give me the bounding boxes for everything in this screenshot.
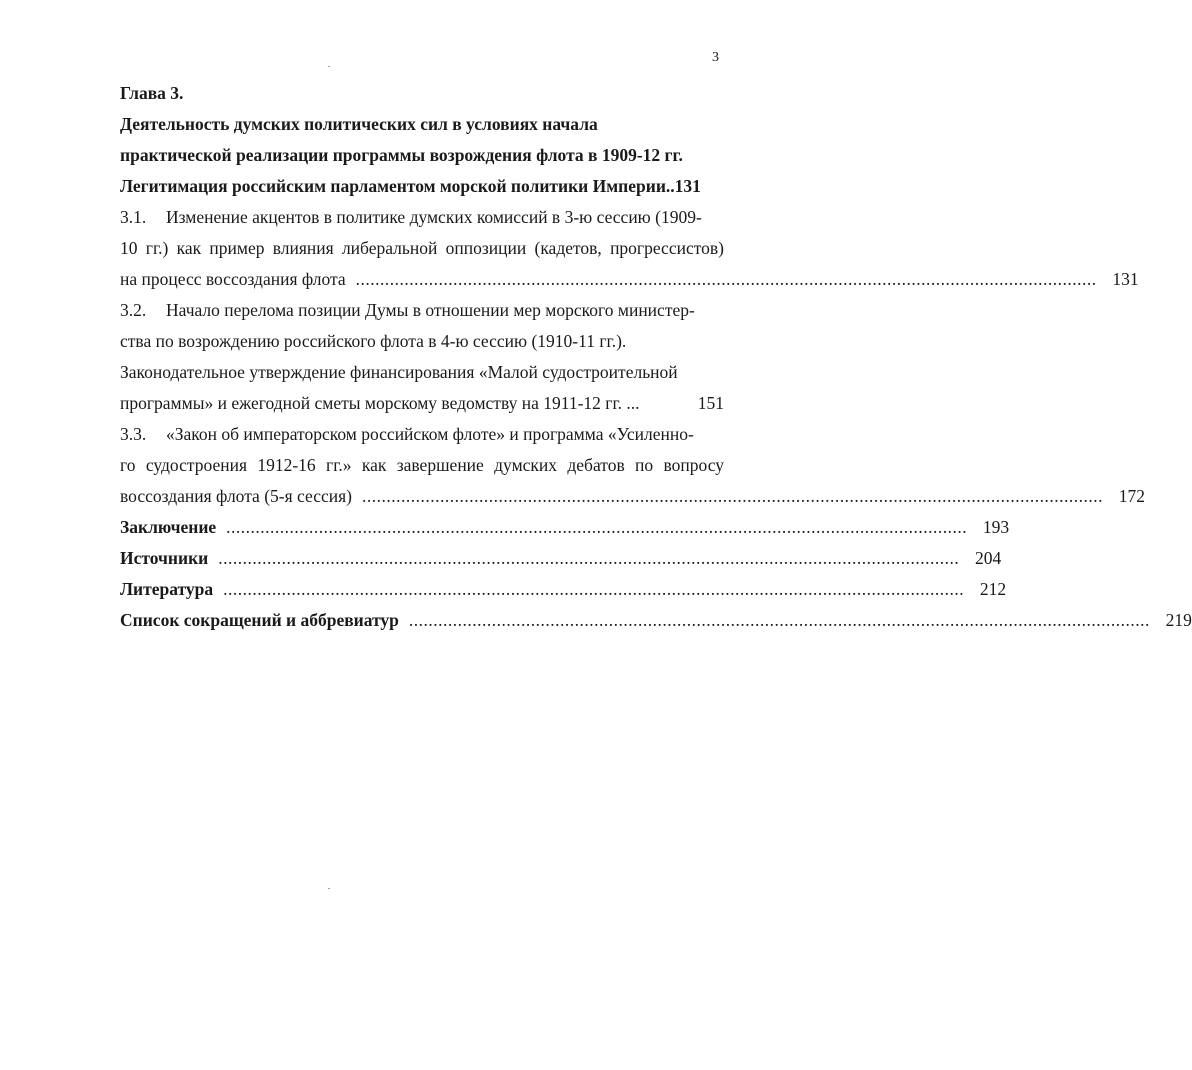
page-ref: 204 [975,548,1002,568]
section-text: воссоздания флота (5-я сессия) [120,486,352,506]
leader-dots: ........................................................................................................................................................ [223,579,965,599]
section-text: Изменение акцентов в политике думских комиссий в 3-ю сессию (1909- [166,207,702,227]
leader-dots: ........................................................................................................................................................ [362,486,1103,506]
toc-entry-3-2-last-line [120,388,724,418]
toc-entry-literature [120,574,1007,604]
section-text: ства по возрождению российского флота в 4-ю сессию (1910-11 гг.). [120,331,627,351]
toc-entry-3-1-last-line [120,264,1139,294]
page-ref: 193 [982,517,1010,537]
section-number: 3.3. [120,424,147,444]
entry-label: Список сокращений и аббревиатур [120,610,399,630]
scan-speck [328,66,330,67]
leader-dots: ........................................................................................................................................................ [218,548,960,568]
chapter-heading-line: Деятельность думских политических сил в условиях начала [120,114,598,134]
chapter-heading-line: практической реализации программы возрождения флота в 1909-12 гг. [120,145,683,165]
section-text: на процесс воссоздания флота [120,269,346,289]
toc-entry-sources [120,543,1002,573]
entry-label: Литература [120,579,214,599]
toc-entry-abbreviations [120,605,1192,635]
leader-dots: ........................................................................................................................................................ [226,517,968,537]
toc-entry-3-1 [120,202,724,232]
section-text: программы» и ежегодной сметы морскому ведомству на 1911-12 гг. ... [120,393,640,413]
page-ref: 212 [979,579,1007,599]
page-ref: 219 [1165,610,1192,630]
section-text: Начало перелома позиции Думы в отношении мер морского министер- [166,300,695,320]
scan-speck [328,888,330,889]
section-text: «Закон об императорском российском флоте» и программа «Усиленно- [166,424,694,444]
leader-dots: ........................................................................................................................................................ [408,610,1150,630]
page-ref: 151 [697,393,724,413]
chapter-title: Глава 3. [120,83,184,103]
entry-label: Заключение [120,517,217,537]
toc-entry-3-3-last-line [120,481,1145,511]
toc-entry-conclusion [120,512,1010,542]
section-text: го судостроения 1912-16 гг.» как завершение думских дебатов по вопросу [120,455,724,475]
page-ref: 131 [1112,269,1139,289]
entry-label: Источники [120,548,209,568]
section-text: 10 гг.) как пример влияния либеральной оппозиции (кадетов, прогрессистов) [120,238,724,258]
section-number: 3.1. [120,207,147,227]
section-number: 3.2. [120,300,147,320]
leader-dots: ........................................................................................................................................................ [355,269,1097,289]
page-ref: 172 [1118,486,1145,506]
chapter-heading-line: Легитимация российским парламентом морской политики Империи..131 [120,176,701,196]
section-text: Законодательное утверждение финансирования «Малой судостроительной [120,362,678,382]
toc-entry-3-3 [120,419,724,449]
page-number: 3 [712,50,719,65]
toc-entry-3-2 [120,295,724,325]
